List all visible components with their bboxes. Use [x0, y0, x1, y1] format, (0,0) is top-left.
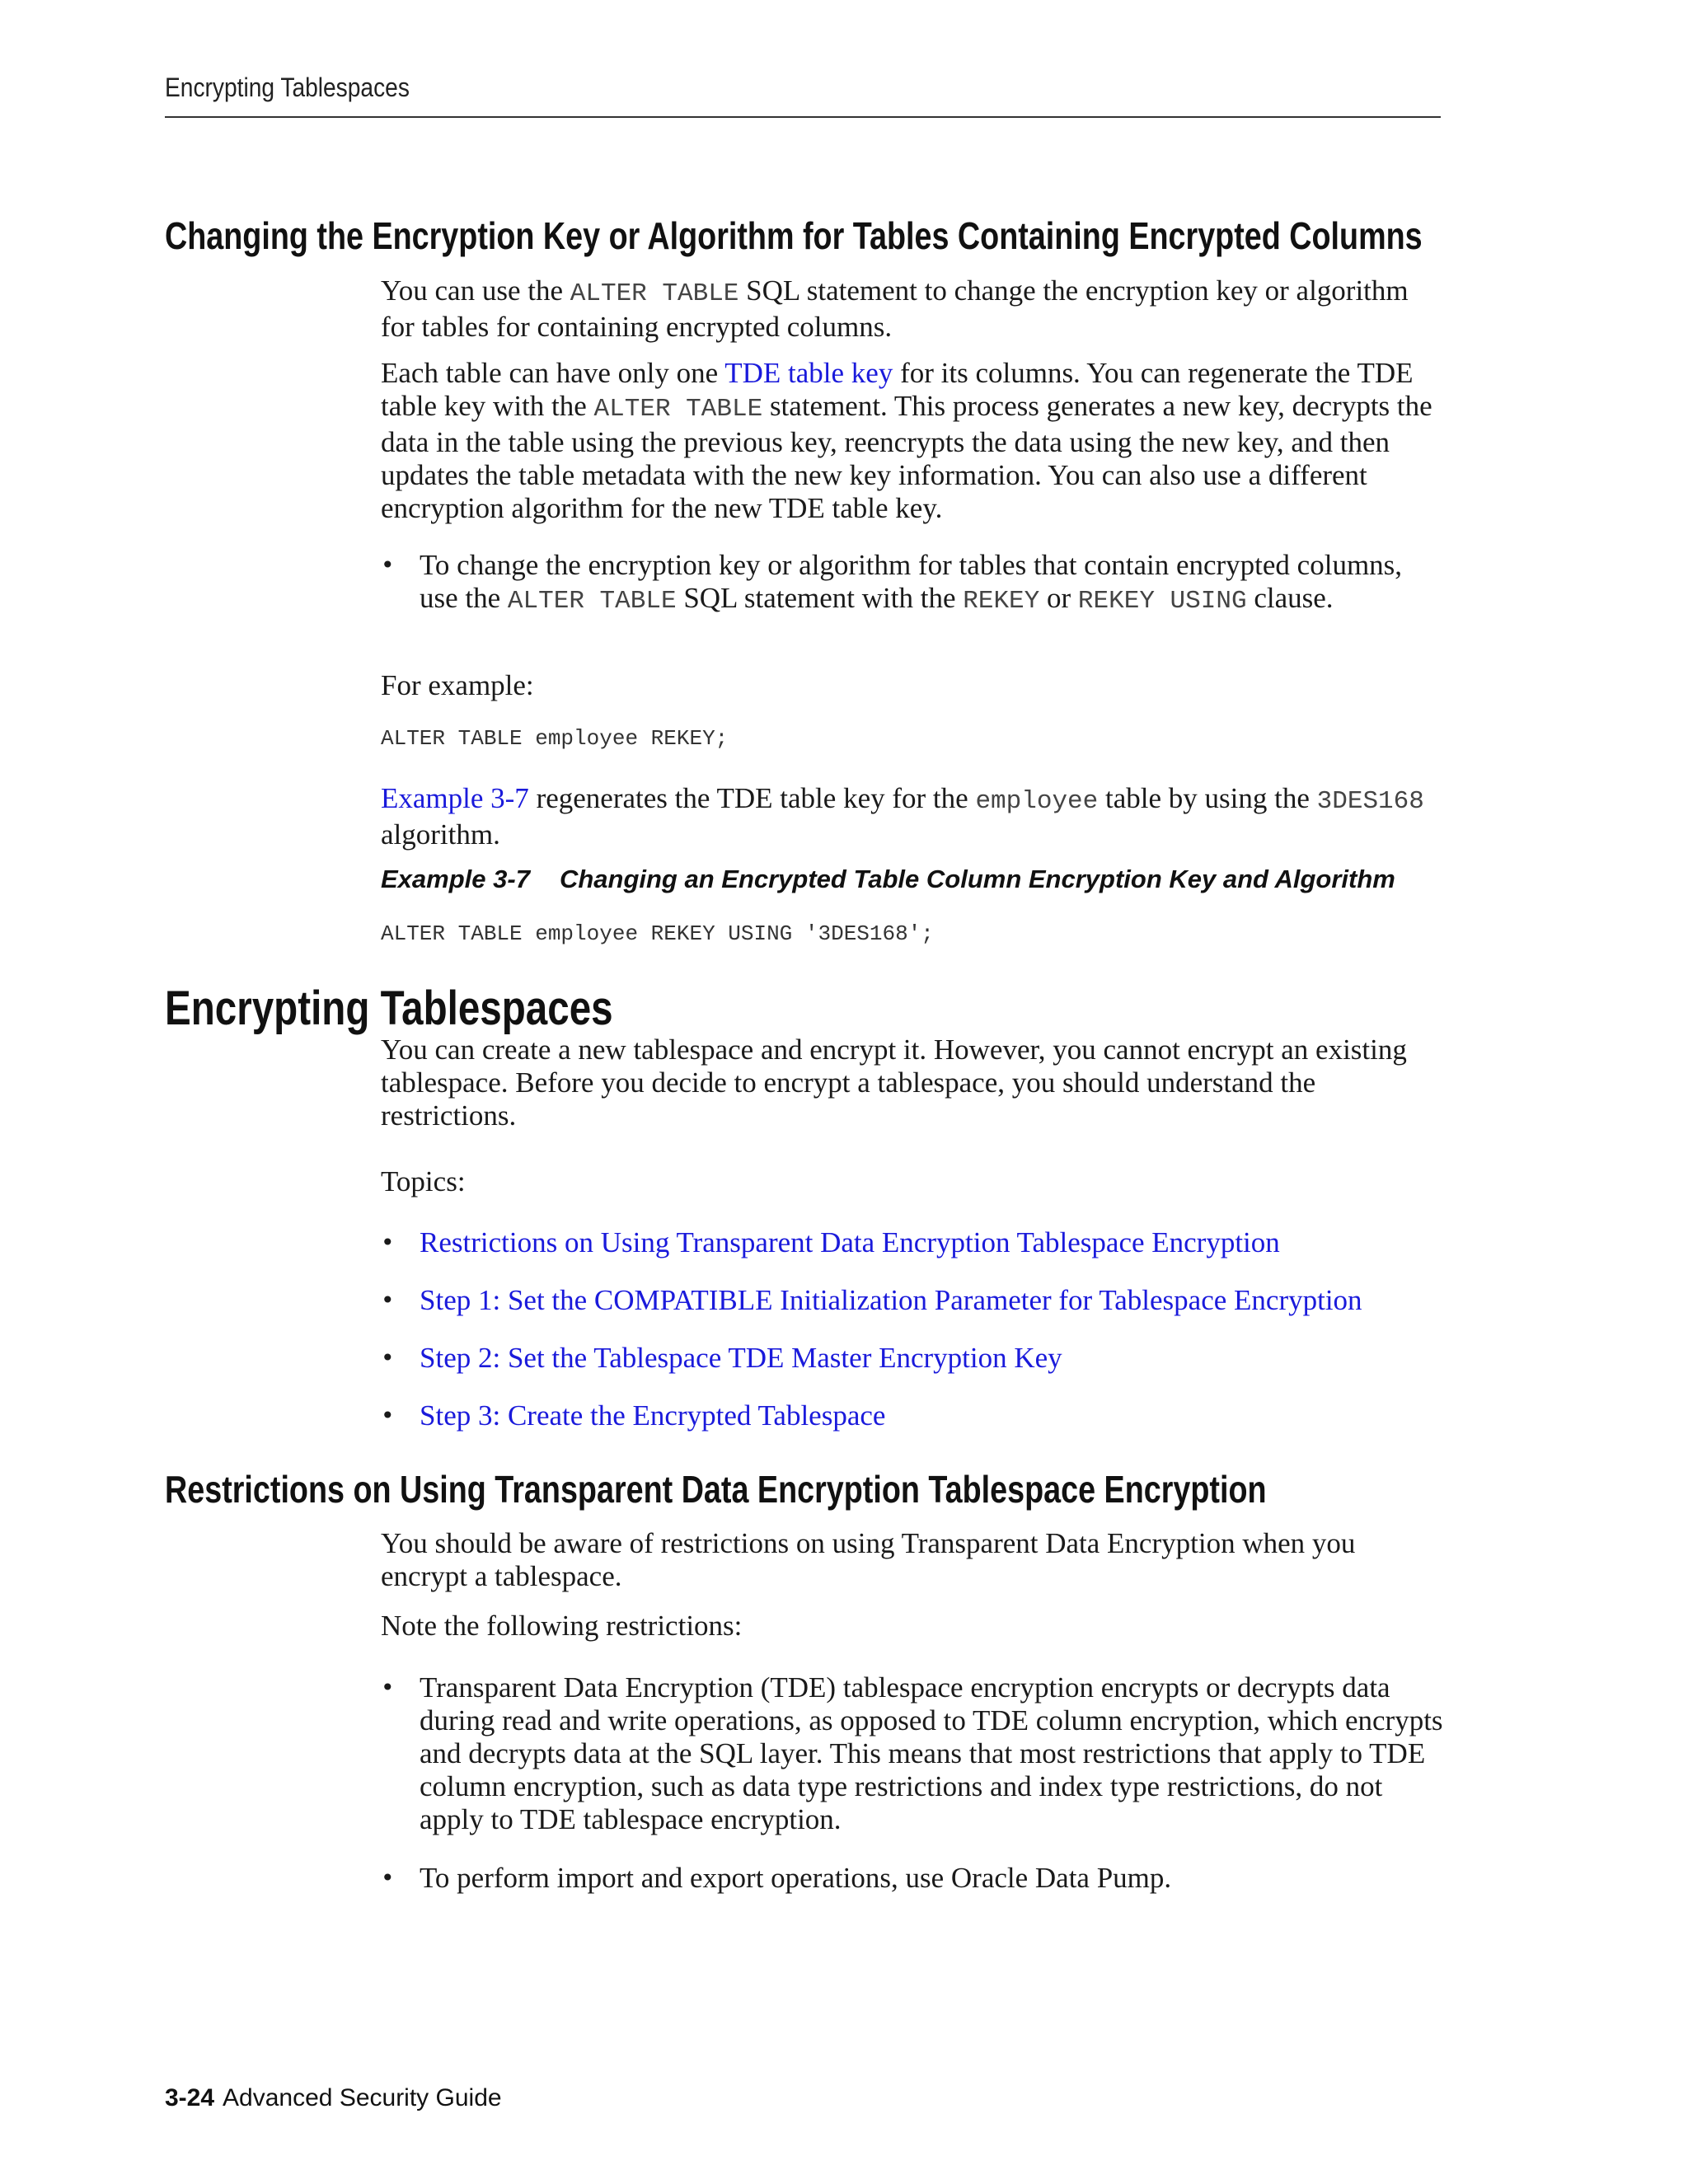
page-number: 3-24 [165, 2084, 215, 2111]
inline-code: ALTER TABLE [570, 279, 739, 308]
book-title: Advanced Security Guide [223, 2084, 502, 2111]
paragraph-restrictions-intro: You should be aware of restrictions on using Transparent Data Encryption when you encrypt a tablespace. [381, 1527, 1356, 1592]
section-heading-restrictions: Restrictions on Using Transparent Data Encryption Tablespace Encryption [165, 1468, 1267, 1511]
link-topic-step-2[interactable]: Step 2: Set the Tablespace TDE Master Encryption Key [420, 1342, 1062, 1374]
paragraph-tde-table-key: Each table can have only one TDE table key for its columns. You can regenerate the TDE table key with the ALTER TABLE statement. This process generates a new key, decrypts the data in the table using the previous key, reencrypts the data using the new key, and then updates the table metadata with the new key information. You can also use a different encryption algorithm for the new TDE table key. [381, 357, 1432, 524]
header-rule [165, 116, 1441, 118]
section-heading-change-key: Changing the Encryption Key or Algorithm for Tables Containing Encrypted Columns [165, 214, 1423, 257]
topic-list-item [381, 1284, 1444, 1317]
bullet-icon: • [381, 1402, 395, 1429]
running-header: Encrypting Tablespaces [165, 73, 410, 102]
bullet-icon: • [381, 1674, 395, 1701]
list-item-restriction: • To perform import and export operations, use Oracle Data Pump. [381, 1862, 1172, 1894]
link-topic-step-1[interactable]: Step 1: Set the COMPATIBLE Initialization Parameter for Tablespace Encryption [420, 1284, 1362, 1316]
paragraph-note-restrictions: Note the following restrictions: [381, 1610, 743, 1642]
topic-list-item [381, 1342, 1444, 1375]
paragraph-tablespace-intro: You can create a new tablespace and encrypt it. However, you cannot encrypt an existing tablespace. Before you decide to encrypt a tablespace, you should understand the restrictions. [381, 1033, 1407, 1132]
page-footer [165, 2084, 502, 2112]
link-topic-restrictions[interactable]: Restrictions on Using Transparent Data Encryption Tablespace Encryption [420, 1226, 1280, 1258]
link-topic-step-3[interactable]: Step 3: Create the Encrypted Tablespace [420, 1399, 886, 1432]
paragraph-topics-label: Topics: [381, 1165, 466, 1197]
inline-code: ALTER TABLE [593, 395, 763, 424]
bullet-icon: • [381, 551, 395, 579]
bullet-icon: • [381, 1344, 395, 1371]
inline-code: REKEY USING [1077, 587, 1247, 616]
list-item-rekey: • To change the encryption key or algorithm for tables that contain encrypted columns, use the ALTER TABLE SQL statement with the REKEY or REKEY USING clause. [381, 549, 1403, 616]
inline-code: REKEY [963, 587, 1040, 616]
list-item-restriction: • Transparent Data Encryption (TDE) tablespace encryption encrypts or decrypts data during read and write operations, as opposed to TDE column encryption, which encrypts and decrypts data at the SQL layer. This means that most restrictions that apply to TDE column encryption, such as data type restrictions and index type restrictions, do not apply to TDE tablespace encryption. [381, 1671, 1443, 1835]
example-caption [381, 865, 1395, 894]
topic-list-item [381, 1399, 1444, 1432]
paragraph-example-ref: Example 3-7 regenerates the TDE table key for the employee table by using the 3DES168 algorithm. [381, 782, 1424, 851]
chapter-heading-encrypting-tablespaces: Encrypting Tablespaces [165, 982, 613, 1035]
bullet-icon: • [381, 1286, 395, 1314]
paragraph-alter-table-intro: You can use the ALTER TABLE SQL statement to change the encryption key or algorithm for tables for containing encrypted columns. [381, 274, 1409, 343]
bullet-icon: • [381, 1864, 395, 1891]
topic-list-item [381, 1226, 1444, 1259]
example-title: Changing an Encrypted Table Column Encryption Key and Algorithm [559, 865, 1395, 893]
paragraph-for-example: For example: [381, 669, 534, 701]
bullet-icon: • [381, 1229, 395, 1256]
link-example-3-7[interactable]: Example 3-7 [381, 782, 529, 814]
inline-code: ALTER TABLE [507, 587, 677, 616]
inline-code: 3DES168 [1316, 787, 1424, 816]
inline-code: employee [975, 787, 1099, 816]
example-label: Example 3-7 [381, 865, 530, 893]
code-block-rekey-using: ALTER TABLE employee REKEY USING '3DES168'; [381, 921, 934, 946]
code-block-rekey: ALTER TABLE employee REKEY; [381, 726, 729, 751]
link-tde-table-key[interactable]: TDE table key [724, 357, 893, 389]
